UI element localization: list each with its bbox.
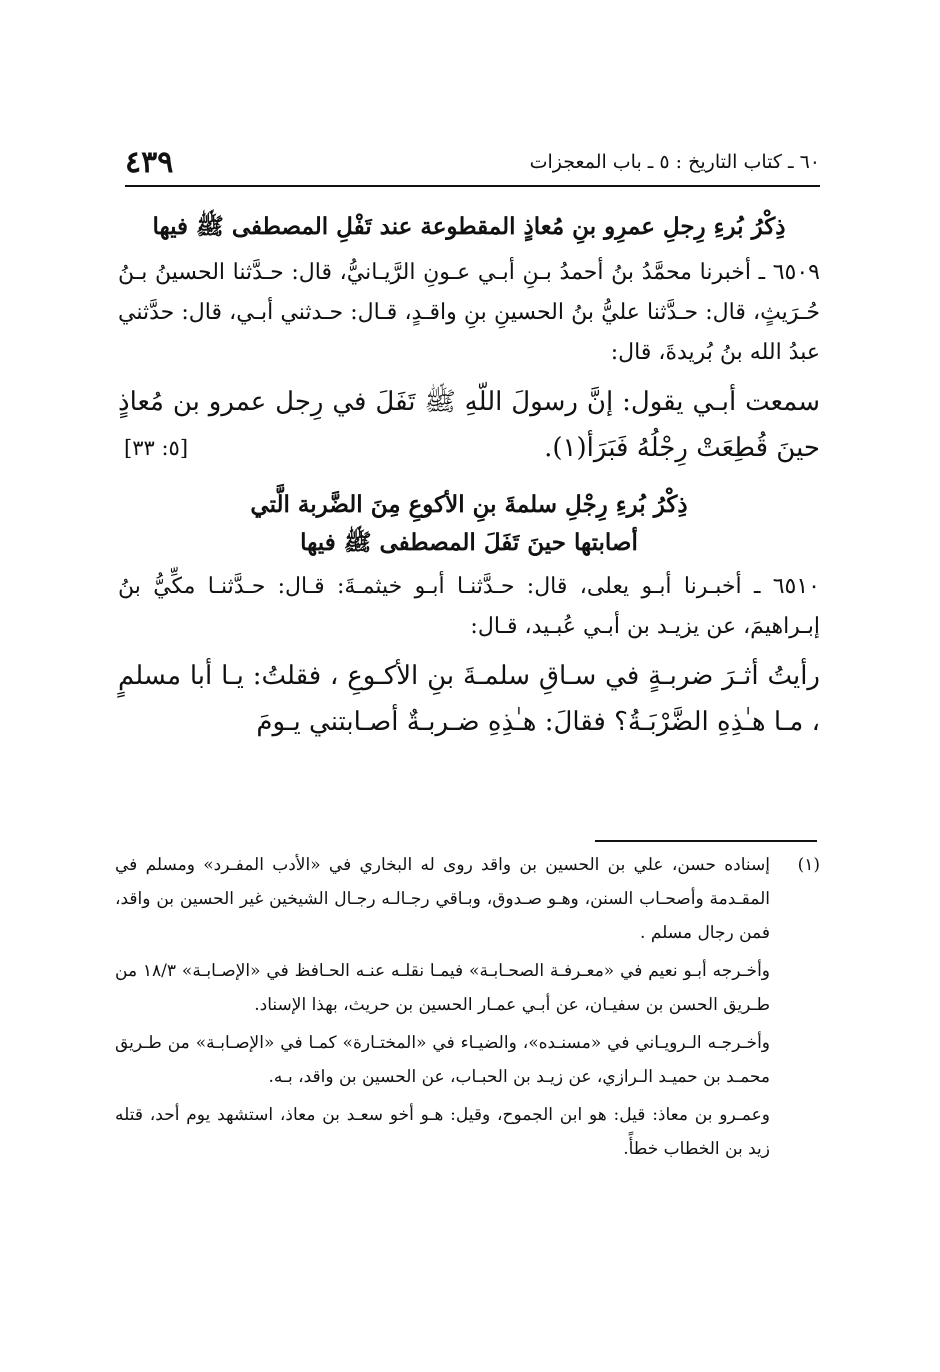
hadith-matn: [118, 379, 820, 471]
running-head: ٦٠ ـ كتاب التاريخ : ٥ ـ باب المعجزات: [529, 151, 820, 173]
section-heading: ذِكْرُ بُرءِ رِجْلِ سلمةَ بنِ الأكوعِ مِنَ الضَّربة الَّتي: [250, 491, 688, 518]
footnote-paragraph: وأخـرجـه الـرويـاني في «مسنـده»، والضيـاء في «المختـارة» كمـا في «الإصـابـة» من طـريق محمـد بن حميـد الـرازي، عن زيـد بن الحبـاب، عن الحسين بن واقد، بـه.: [115, 1033, 770, 1087]
hadith-matn: رأيتُ أثـرَ ضربـةٍ في سـاقِ سلمـةَ بنِ الأكـوعِ ، فقلتُ: يـا أبا مسلمٍ ، مـا هـٰذِهِ الضَّرْبَـةُ؟ فقالَ: هـٰذِهِ ضـربـةٌ أصـابتني يـومَ: [118, 661, 820, 737]
hadith-isnad: ٦٥١٠ ـ أخبـرنا أبـو يعلى، قال: حـدَّثنـا أبـو خيثمـةَ: قـال: حـدَّثنـا مكِّيُّ بنُ إبـراهيمَ، عن يزيـد بن أبـي عُبـيد، قـال:: [118, 574, 820, 639]
footnote-paragraph: وأخـرجه أبـو نعيم في «معـرفـة الصحـابـة» فيمـا نقلـه عنـه الحـافظ في «الإصـابـة» ١٨/٣ من طـريق الحسن بن سفيـان، عن أبـي عمـار الحسين بن حريث، بهذا الإسناد.: [115, 961, 771, 1015]
page-header: [125, 140, 820, 184]
hadith-matn-text: سمعت أبـي يقول: إنَّ رسولَ اللّهِ ﷺ تَفَلَ في رِجل عمرو بن مُعاذٍ حينَ قُطِعَتْ رِجْلُهُ فَبَرَأ(١).: [118, 387, 820, 463]
footnote: [115, 848, 820, 950]
hadith-isnad: ٦٥٠٩ ـ أخبرنا محمَّدُ بنُ أحمدُ بـنِ أبـي عـونِ الرَّيـانيُّ، قال: حـدَّثنا الحسينُ بـنُ حُـرَيثٍ، قال: حـدَّثنا عليُّ بنُ الحسينِ بنِ واقـدٍ، قـال: حـدثني أبـي، قال: حدَّثني عبدُ الله بنُ بُريدةَ، قال:: [118, 260, 820, 365]
footnotes: [115, 848, 820, 1170]
section-heading: ذِكْرُ بُرءِ رِجلِ عمرِو بنِ مُعاذٍ المقطوعة عند تَفْلِ المصطفى ﷺ فيها: [152, 213, 786, 240]
footnote-text: إسناده حسن، علي بن الحسين بن واقد روى له البخاري في «الأدب المفـرد» ومسلم في المقـدمة وأصحـاب السنن، وهـو صـدوق، وبـاقي رجـالـه رجـال الشيخين غير الحسين بن واقد، فمن رجال مسلم .: [115, 855, 770, 943]
header-rule: [125, 185, 820, 187]
main-text: [118, 205, 820, 745]
hadith-reference: [٥: ٣٣]: [124, 436, 189, 460]
footnote-paragraph: وعمـرو بن معاذ: قيل: هو ابن الجموح، وقيل: هـو أخو سعـد بن معاذ، استشهد يوم أحد، قتله زيد بن الخطاب خطأً.: [115, 1105, 770, 1159]
section-heading-line2: أصابتها حينَ تَفَلَ المصطفى ﷺ فيها: [300, 529, 638, 556]
page-number: ٤٣٩: [125, 144, 174, 180]
footnote-rule: [595, 840, 817, 842]
footnote-marker: (١): [797, 855, 820, 875]
